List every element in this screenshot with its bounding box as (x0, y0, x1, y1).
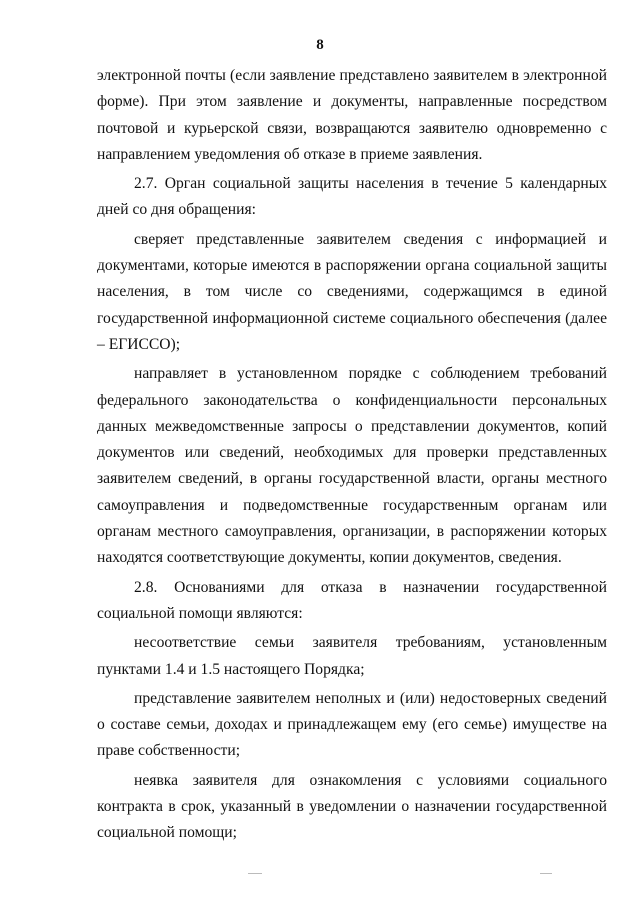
paragraph-non-appearance: неявка заявителя для ознакомления с условиями социального контракта в срок, указанный в уведомлении о назначении государственной социальной помощи; (97, 771, 607, 842)
paragraph-incomplete-info: представление заявителем неполных и (или) недостоверных сведений о составе семьи, доходах и принадлежащем ему (его семье) имуществе на праве собственности; (97, 689, 607, 760)
paragraph-section-2-7: 2.7. Орган социальной защиты населения в течение 5 календарных дней со дня обращения: (97, 175, 607, 219)
document-body (97, 63, 607, 847)
paragraph-verifies-info: сверяет представленные заявителем сведения с информацией и документами, которые имеются в распоряжении органа социальной защиты населения, в том числе со сведениями, содержащимся в единой государственной информационной системе социального обеспечения (далее – ЕГИССО); (97, 230, 607, 353)
paragraph-nonconformity: несоответствие семьи заявителя требованиям, установленным пунктами 1.4 и 1.5 настоящего Порядка; (97, 634, 607, 678)
page-number: 8 (316, 37, 324, 53)
scan-artifact-mark (248, 873, 262, 874)
paragraph-sends-requests: направляет в установленном порядке с соблюдением требований федерального законодательства о конфиденциальности персональных данных межведомственные запросы о представлении документов, копий документов или сведений, необходимых для проверки представленных заявителем сведений, в органы государственной власти, органы местного самоуправления и подведомственные государственным органам или органам местного самоуправления, организации, в распоряжении которых находятся соответствующие документы, копии документов, сведения. (97, 365, 607, 567)
scan-artifact-mark (540, 873, 552, 874)
paragraph-email-continuation: электронной почты (если заявление представлено заявителем в электронной форме). При этом заявление и документы, направленные посредством почтовой и курьерской связи, возвращаются заявителю одновременно с направлением уведомления об отказе в приеме заявления. (97, 67, 607, 163)
paragraph-section-2-8: 2.8. Основаниями для отказа в назначении государственной социальной помощи являются: (97, 578, 607, 622)
